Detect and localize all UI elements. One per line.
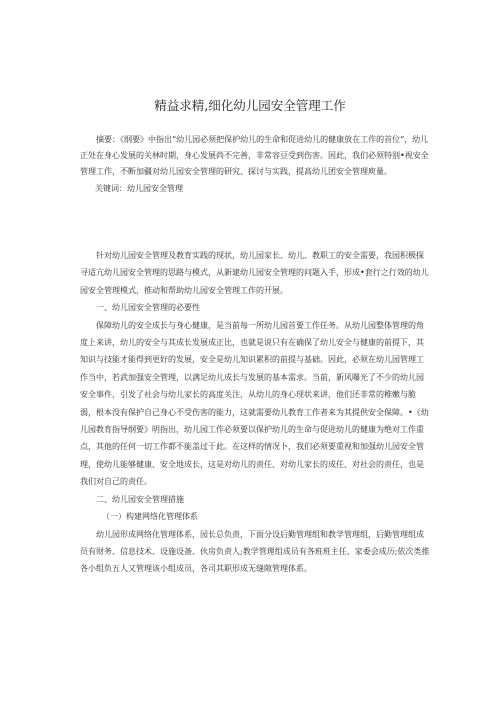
section-heading-1: 一、幼儿园安全管理的必要性: [96, 303, 200, 313]
section-1-paragraph: 保障幼儿的安全成长与身心健康，是当前每一所幼儿园首要工作任务。从幼儿园整体管理的角度上来讲，幼儿的安全与其成长发展成正比，也就是说只有在确保了幼儿安全与健康的前提下，其知识与技能才能得到更好的发展，安全是幼儿知识累积的前提与基础。因此，必须在幼儿园管理工作当中，若武加强安全管理，以满足幼儿成长与发展的基本需求。当前，新风曝光了不少的幼儿园安全事件，引发了社会与幼儿家长的高度关注，从幼儿的身心现状来讲，他们还非常的稚嫩与脆弱，根本没有保护自己身心不受伤害的能力，这就需要幼儿教育工作者来为其提供安全保障。•《幼儿园教育指导纲要》明指出，幼儿园工作必须要以保护幼儿的生命与促进幼儿的健康为绝对工作重点，其他的任何一切工作都不能盖过于此。在这样的情况卜，我们必须要重视和加强幼儿园安全管理，使幼儿能够健康、安全地成长，这是对幼儿的责任、对幼儿家长的成任、对社会的责任，也是我们对自己的责任。: [80, 320, 429, 487]
keywords: 关键词：幼儿园安全管理: [95, 183, 183, 193]
document-title: 精益求精,细化幼儿园安全管理工作: [154, 98, 346, 113]
document-body: [80, 247, 430, 578]
abstract-text: 摘要：《纲要》中指出“幼儿园必须把保护幼儿的生命和促进幼儿的健康放在工作的首位“，幼儿正处在身心发展的关林时期，身心发展尚不完善，非常容豆受到伤害。因此，我们必须特别•视安全管理工作，不断加疆对幼儿园安全管理的研究、探讨与实践，提高幼儿团安全管理庾量。: [80, 135, 429, 177]
intro-paragraph: 针对幼儿园安全管理及教育实践的现状，幼儿园家长、幼儿、教职工的安全需要，我园积极探寻适亢幼儿园安全管理的思路与模式，从新建幼儿园安全管理的问题入手，形成•套行之行效的幼儿园安全管理模式，推动和帮助幼儿园安全管理工作的开展。: [80, 251, 429, 295]
subsection-heading: （一）构建网络化管理体系: [102, 512, 198, 522]
section-heading-2: 二、幼儿园安全管理措施: [96, 494, 184, 504]
section-2-paragraph: 幼儿园形成网络化管理体系，园长总负责，下面分设后勤管理组和教学管理组，后勤管理组成员有财务、信息技术、设施设备、伙房负责人;教学管理组成员有各班班主任、家委会成历;依次类推各小组负五人又管理该小组成员，各司其职形成无缝隙管理体系。: [80, 529, 430, 574]
abstract-section: [80, 132, 430, 197]
